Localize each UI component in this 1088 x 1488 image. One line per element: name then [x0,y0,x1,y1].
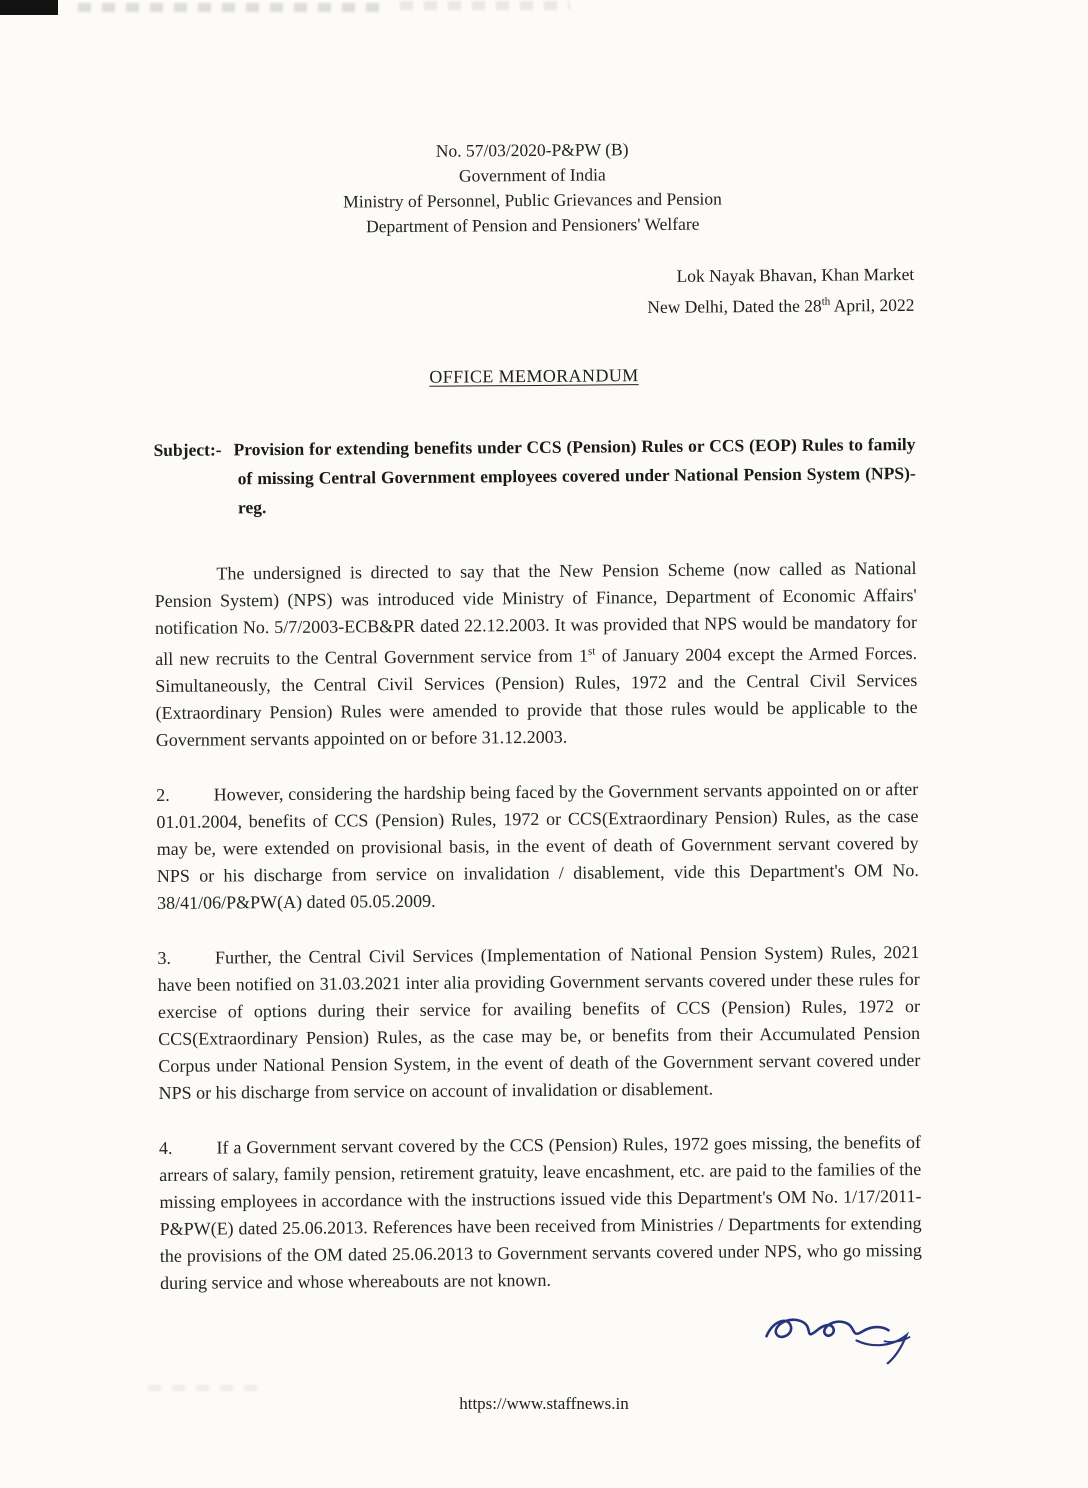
paragraph-3-number: 3. [157,947,172,968]
date-ordinal: th [821,295,831,308]
document-content [150,0,923,1375]
paragraph-4-text: If a Government servant covered by the CCS (Pension) Rules, 1972 goes missing, the benefits of arrears of salary, family pension, retirement gratuity, leave encashment, etc. are paid to the families of the missing employees in accordance with the instructions issued vide this Department's OM No. 1/17/2011-P&PW(E) dated 25.06.2013. References have been received from Ministries / Departments for extending the provisions of the OM dated 25.06.2013 to Government servants covered under NPS, who go missing during service and whose whereabouts are not known. [159,1131,922,1293]
subject-label: Subject:- [153,439,222,460]
paragraph-2-text: However, considering the hardship being faced by the Government servants appointed on or after 01.01.2004, benefits of CCS (Pension) Rules, 1972 or CCS(Extraordinary Pension) Rules, as the case may be, were extended on provisional basis, in the event of death of Government servant covered by NPS or his discharge from service on invalidation / disablement, vide this Department's OM No. 38/41/06/P&PW(A) dated 05.05.2009. [156,778,919,913]
subject-text: Provision for extending benefits under CCS (Pension) Rules or CCS (EOP) Rules to family of missing Central Government employees covered under National Pension System (NPS)-reg. [233,433,916,518]
signature-scribble [756,1295,917,1368]
paragraph-2 [156,776,919,917]
paragraph-2-number: 2. [156,784,170,805]
memo-heading-text: OFFICE MEMORANDUM [429,364,639,387]
scan-bottom-smudge [148,1385,268,1391]
scan-corner-artifact [0,0,58,15]
memo-heading [153,363,915,390]
org-ministry: Ministry of Personnel, Public Grievances and Pension [343,188,722,212]
paragraph-1-text-after: of January 2004 except the Armed Forces. Simultaneously, the Central Civil Services (Pension) Rules, 1972 and the Central Civil Services (Extraordinary Pension) Rules were amended to provide that those rules would be applicable to the Government servants appointed on or before 31.12.2003. [155,642,918,750]
paragraph-1-ordinal: st [587,645,596,658]
org-government: Government of India [458,164,606,186]
paragraph-4-number: 4. [158,1137,173,1158]
date-text: New Delhi, Dated the 28 [647,295,822,317]
org-department: Department of Pension and Pensioners' Welfare [366,213,700,237]
signature [160,1295,923,1375]
paragraph-4 [159,1129,922,1297]
paragraph-1 [154,555,917,754]
date-line [152,288,914,325]
letterhead [151,135,914,241]
paragraph-1-text: The undersigned is directed to say that the New Pension Scheme (now called as National Pension System) (NPS) was introduced vide Ministry of Finance, Department of Economic Affairs' notification No. 5/7/2003-ECB&PR dated 22.12.2003. It was provided that NPS would be mandatory for all new recruits to the Central Government service from 1 [154,557,917,669]
address-block [152,261,914,325]
reference-number: No. 57/03/2020-P&PW (B) [435,139,629,161]
date-text-after: April, 2022 [830,294,915,316]
footer-url: https://www.staffnews.in [459,1394,629,1413]
paragraph-3 [157,939,920,1107]
paragraph-3-text: Further, the Central Civil Services (Implementation of National Pension System) Rules, 2021 have been notified on 31.03.2021 inter alia providing Government servants covered under these rules for exercise of options during their service for availing benefits of CCS (Pension) Rules, 1972 or CCS(Extraordinary Pension) Rules, as the case may be, or benefits from their Accumulated Pension Corpus under National Pension System, in the event of death of the Government servant covered under NPS or his discharge from service on account of invalidation or disablement. [157,941,921,1103]
subject-block [153,430,916,523]
address-line: Lok Nayak Bhavan, Khan Market [676,263,915,286]
